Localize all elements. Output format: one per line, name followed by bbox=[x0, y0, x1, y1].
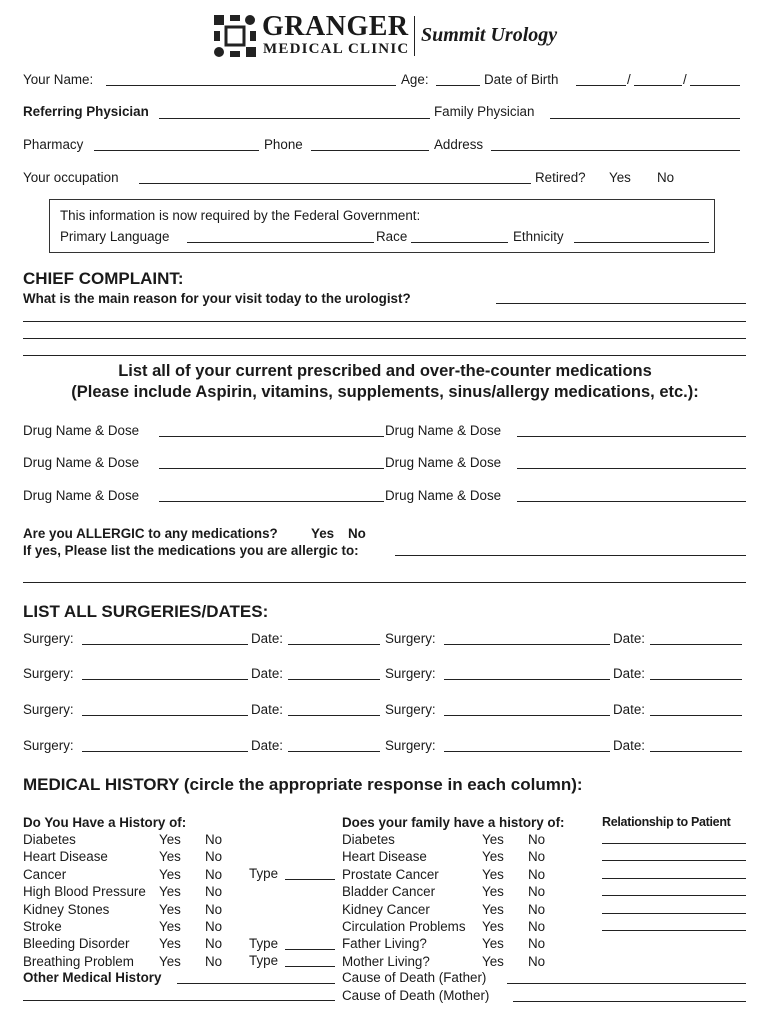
personal-no-option[interactable]: No bbox=[205, 866, 223, 882]
relationship-header: Relationship to Patient bbox=[602, 815, 731, 829]
cause-father-field[interactable] bbox=[507, 983, 746, 984]
your-name-field[interactable] bbox=[106, 85, 396, 86]
relationship-field[interactable] bbox=[602, 860, 746, 861]
family-no-option[interactable]: No bbox=[528, 866, 546, 882]
label-dob: Date of Birth bbox=[484, 72, 559, 87]
family-yes-option[interactable]: Yes bbox=[482, 936, 504, 952]
drug-label: Drug Name & Dose bbox=[23, 488, 140, 503]
personal-no-option[interactable]: No bbox=[205, 953, 223, 969]
personal-condition-label: Diabetes bbox=[23, 832, 76, 847]
family-condition-label: Circulation Problems bbox=[342, 919, 466, 934]
age-field[interactable] bbox=[436, 85, 480, 86]
dob-month-field[interactable] bbox=[576, 85, 626, 86]
date-label: Date: bbox=[251, 631, 284, 646]
other-history-field-1[interactable] bbox=[177, 983, 335, 984]
referring-physician-field[interactable] bbox=[159, 118, 430, 119]
family-history-header: Does your family have a history of: bbox=[342, 815, 565, 830]
header-divider bbox=[414, 16, 415, 56]
drug-field[interactable] bbox=[159, 468, 384, 469]
cause-mother-label: Cause of Death (Mother) bbox=[342, 988, 490, 1003]
drug-field[interactable] bbox=[159, 436, 384, 437]
drug-label: Drug Name & Dose bbox=[385, 455, 502, 470]
drug-label: Drug Name & Dose bbox=[385, 423, 502, 438]
personal-condition-label: Kidney Stones bbox=[23, 901, 110, 917]
date-field[interactable] bbox=[650, 751, 742, 752]
relationship-field[interactable] bbox=[602, 878, 746, 879]
family-yes-option[interactable]: Yes bbox=[482, 884, 504, 900]
cause-father-label: Cause of Death (Father) bbox=[342, 970, 487, 985]
family-yes-option[interactable]: Yes bbox=[482, 832, 504, 847]
label-address: Address bbox=[434, 137, 484, 152]
label-primary-language: Primary Language bbox=[60, 229, 170, 244]
personal-condition-label: Stroke bbox=[23, 919, 62, 934]
retired-no-option[interactable]: No bbox=[657, 170, 675, 185]
date-label: Date: bbox=[251, 666, 284, 681]
family-no-option[interactable]: No bbox=[528, 832, 546, 847]
bleeding-type-label: Type bbox=[249, 936, 279, 951]
ethnicity-field[interactable] bbox=[574, 242, 709, 243]
surgery-label: Surgery: bbox=[23, 631, 74, 646]
date-field[interactable] bbox=[288, 644, 380, 645]
family-condition-label: Prostate Cancer bbox=[342, 866, 439, 882]
date-field[interactable] bbox=[650, 644, 742, 645]
personal-yes-option[interactable]: Yes bbox=[159, 884, 181, 900]
label-occupation: Your occupation bbox=[23, 170, 119, 185]
brand-sub: MEDICAL CLINIC bbox=[263, 41, 410, 57]
chief-complaint-field-2[interactable] bbox=[23, 321, 746, 322]
personal-no-option[interactable]: No bbox=[205, 849, 223, 865]
date-label: Date: bbox=[613, 738, 646, 753]
personal-no-option[interactable]: No bbox=[205, 936, 223, 952]
drug-label: Drug Name & Dose bbox=[385, 488, 502, 503]
family-physician-field[interactable] bbox=[550, 118, 740, 119]
family-yes-option[interactable]: Yes bbox=[482, 953, 504, 969]
personal-condition-label: High Blood Pressure bbox=[23, 884, 146, 900]
department-name: Summit Urology bbox=[421, 24, 558, 46]
label-pharmacy: Pharmacy bbox=[23, 137, 84, 152]
label-your-name: Your Name: bbox=[23, 72, 94, 87]
bleeding-type-field[interactable] bbox=[285, 949, 335, 950]
surgery-field[interactable] bbox=[82, 644, 248, 645]
surgery-field[interactable] bbox=[444, 644, 610, 645]
surgery-field[interactable] bbox=[444, 679, 610, 680]
surgery-label: Surgery: bbox=[23, 702, 74, 717]
personal-no-option[interactable]: No bbox=[205, 884, 223, 900]
breathing-type-field[interactable] bbox=[285, 966, 335, 967]
surgery-label: Surgery: bbox=[385, 702, 436, 717]
medical-history-heading: MEDICAL HISTORY (circle the appropriate response in each column): bbox=[23, 775, 583, 794]
date-field[interactable] bbox=[650, 679, 742, 680]
family-condition-label: Father Living? bbox=[342, 936, 427, 952]
date-field[interactable] bbox=[650, 715, 742, 716]
other-history-label: Other Medical History bbox=[23, 970, 162, 985]
allergic-list-field-2[interactable] bbox=[23, 582, 746, 583]
race-field[interactable] bbox=[411, 242, 508, 243]
family-condition-label: Bladder Cancer bbox=[342, 884, 436, 900]
surgery-field[interactable] bbox=[82, 751, 248, 752]
brand-main: GRANGER bbox=[262, 11, 409, 42]
primary-language-field[interactable] bbox=[187, 242, 374, 243]
date-field[interactable] bbox=[288, 679, 380, 680]
drug-label: Drug Name & Dose bbox=[23, 455, 140, 470]
drug-field[interactable] bbox=[517, 436, 746, 437]
date-label: Date: bbox=[613, 631, 646, 646]
surgery-label: Surgery: bbox=[385, 666, 436, 681]
dob-slash-1: / bbox=[627, 72, 631, 87]
family-condition-label: Mother Living? bbox=[342, 953, 430, 969]
personal-yes-option[interactable]: Yes bbox=[159, 866, 181, 882]
cancer-type-label: Type bbox=[249, 866, 279, 881]
relationship-field[interactable] bbox=[602, 843, 746, 844]
label-age: Age: bbox=[401, 72, 429, 87]
drug-label: Drug Name & Dose bbox=[23, 423, 140, 438]
personal-no-option[interactable]: No bbox=[205, 901, 223, 917]
date-label: Date: bbox=[613, 666, 646, 681]
chief-complaint-field-1[interactable] bbox=[496, 303, 746, 304]
label-ethnicity: Ethnicity bbox=[513, 229, 564, 244]
dob-year-field[interactable] bbox=[690, 85, 740, 86]
family-no-option[interactable]: No bbox=[528, 919, 546, 934]
personal-yes-option[interactable]: Yes bbox=[159, 919, 181, 934]
personal-yes-option[interactable]: Yes bbox=[159, 901, 181, 917]
surgery-field[interactable] bbox=[444, 715, 610, 716]
family-condition-label: Kidney Cancer bbox=[342, 901, 430, 917]
allergic-yes-option[interactable]: Yes bbox=[311, 526, 335, 541]
surgery-field[interactable] bbox=[444, 751, 610, 752]
date-label: Date: bbox=[251, 702, 284, 717]
family-condition-label: Heart Disease bbox=[342, 849, 427, 865]
label-referring-physician: Referring Physician bbox=[23, 104, 149, 119]
family-no-option[interactable]: No bbox=[528, 849, 546, 865]
clinic-logo bbox=[214, 15, 256, 57]
clinic-logo-icon bbox=[214, 15, 256, 57]
personal-history-header: Do You Have a History of: bbox=[23, 815, 187, 830]
family-yes-option[interactable]: Yes bbox=[482, 849, 504, 865]
address-field[interactable] bbox=[491, 150, 740, 151]
personal-yes-option[interactable]: Yes bbox=[159, 849, 181, 865]
family-yes-option[interactable]: Yes bbox=[482, 901, 504, 917]
family-yes-option[interactable]: Yes bbox=[482, 919, 504, 934]
personal-condition-label: Cancer bbox=[23, 866, 67, 882]
surgery-field[interactable] bbox=[82, 679, 248, 680]
allergic-no-option[interactable]: No bbox=[348, 526, 366, 541]
personal-condition-label: Heart Disease bbox=[23, 849, 108, 865]
family-condition-label: Diabetes bbox=[342, 832, 395, 847]
cancer-type-field[interactable] bbox=[285, 879, 335, 880]
label-family-physician: Family Physician bbox=[434, 104, 535, 119]
allergic-list-label: If yes, Please list the medications you are allergic to: bbox=[23, 543, 359, 558]
family-no-option[interactable]: No bbox=[528, 953, 546, 969]
occupation-field[interactable] bbox=[139, 183, 531, 184]
chief-complaint-field-3[interactable] bbox=[23, 338, 746, 339]
chief-complaint-question: What is the main reason for your visit today to the urologist? bbox=[23, 291, 411, 306]
other-history-field-2[interactable] bbox=[23, 1000, 335, 1001]
relationship-field[interactable] bbox=[602, 895, 746, 896]
date-label: Date: bbox=[613, 702, 646, 717]
surgeries-heading: LIST ALL SURGERIES/DATES: bbox=[23, 602, 269, 621]
label-phone: Phone bbox=[264, 137, 303, 152]
surgery-label: Surgery: bbox=[385, 631, 436, 646]
relationship-field[interactable] bbox=[602, 913, 746, 914]
date-label: Date: bbox=[251, 738, 284, 753]
family-no-option[interactable]: No bbox=[528, 901, 546, 917]
personal-condition-label: Breathing Problem bbox=[23, 953, 134, 969]
drug-field[interactable] bbox=[517, 468, 746, 469]
date-field[interactable] bbox=[288, 715, 380, 716]
surgery-label: Surgery: bbox=[23, 738, 74, 753]
retired-yes-option[interactable]: Yes bbox=[609, 170, 631, 185]
medications-heading-1: List all of your current prescribed and over-the-counter medications bbox=[118, 362, 652, 380]
personal-no-option[interactable]: No bbox=[205, 919, 223, 934]
phone-field[interactable] bbox=[311, 150, 429, 151]
allergic-question: Are you ALLERGIC to any medications? bbox=[23, 526, 278, 541]
family-yes-option[interactable]: Yes bbox=[482, 866, 504, 882]
personal-yes-option[interactable]: Yes bbox=[159, 832, 181, 847]
surgery-label: Surgery: bbox=[385, 738, 436, 753]
drug-field[interactable] bbox=[517, 501, 746, 502]
family-no-option[interactable]: No bbox=[528, 936, 546, 952]
chief-complaint-heading: CHIEF COMPLAINT: bbox=[23, 269, 184, 288]
dob-slash-2: / bbox=[683, 72, 687, 87]
personal-yes-option[interactable]: Yes bbox=[159, 953, 181, 969]
dob-day-field[interactable] bbox=[634, 85, 682, 86]
personal-yes-option[interactable]: Yes bbox=[159, 936, 181, 952]
cause-mother-field[interactable] bbox=[513, 1001, 746, 1002]
surgery-field[interactable] bbox=[82, 715, 248, 716]
allergic-list-field-1[interactable] bbox=[395, 555, 746, 556]
family-no-option[interactable]: No bbox=[528, 884, 546, 900]
relationship-field[interactable] bbox=[602, 930, 746, 931]
federal-notice: This information is now required by the Federal Government: bbox=[60, 208, 421, 223]
surgery-label: Surgery: bbox=[23, 666, 74, 681]
breathing-type-label: Type bbox=[249, 953, 279, 968]
label-retired: Retired? bbox=[535, 170, 586, 185]
chief-complaint-field-4[interactable] bbox=[23, 355, 746, 356]
label-race: Race bbox=[376, 229, 408, 244]
pharmacy-field[interactable] bbox=[94, 150, 259, 151]
medications-heading-2: (Please include Aspirin, vitamins, supplements, sinus/allergy medications, etc.): bbox=[71, 383, 699, 401]
date-field[interactable] bbox=[288, 751, 380, 752]
personal-no-option[interactable]: No bbox=[205, 832, 223, 847]
drug-field[interactable] bbox=[159, 501, 384, 502]
personal-condition-label: Bleeding Disorder bbox=[23, 936, 130, 952]
